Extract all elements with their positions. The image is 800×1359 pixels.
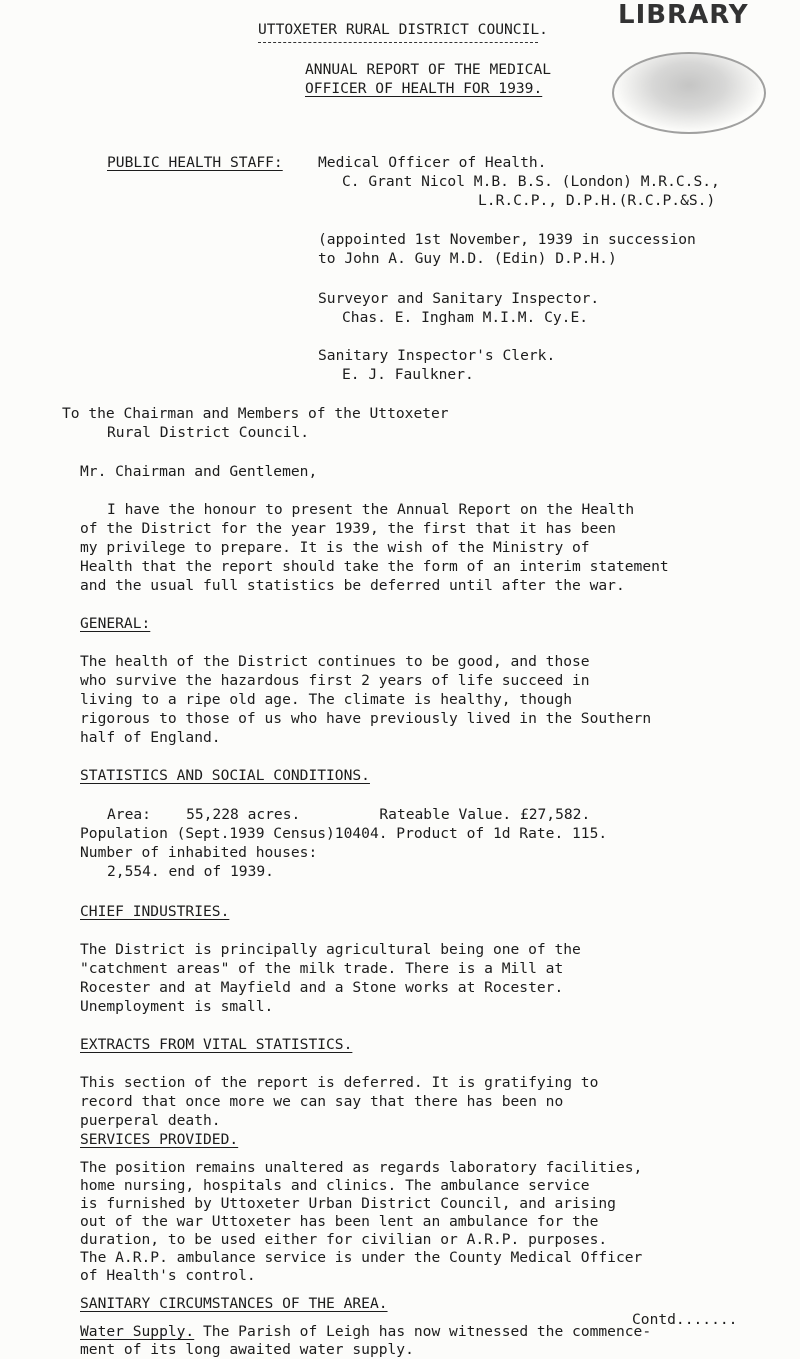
- general-heading: GENERAL:: [80, 615, 151, 632]
- industries-line: Rocester and at Mayfield and a Stone works at Rocester.: [80, 979, 564, 996]
- intro-line: my privilege to prepare. It is the wish of the Ministry of: [80, 539, 590, 556]
- report-title-line1: ANNUAL REPORT OF THE MEDICAL: [305, 61, 552, 78]
- surveyor-title: Surveyor and Sanitary Inspector.: [318, 290, 600, 307]
- services-line: duration, to be used either for civilian or A.R.P. purposes.: [80, 1231, 608, 1248]
- water-supply-text: The Parish of Leigh has now witnessed the commence-: [194, 1323, 652, 1340]
- services-heading: SERVICES PROVIDED.: [80, 1131, 239, 1148]
- statistics-line: Number of inhabited houses:: [80, 844, 318, 861]
- general-line: The health of the District continues to be good, and those: [80, 653, 590, 670]
- library-stamp: [612, 52, 766, 134]
- services-line: The A.R.P. ambulance service is under the County Medical Officer: [80, 1249, 643, 1266]
- address-line2: Rural District Council.: [107, 424, 310, 441]
- report-title-line2: OFFICER OF HEALTH FOR 1939.: [305, 80, 543, 97]
- council-title: UTTOXETER RURAL DISTRICT COUNCIL.: [258, 21, 548, 38]
- header-dashed-rule: [258, 42, 538, 43]
- address-line1: To the Chairman and Members of the Uttoxeter: [62, 405, 449, 422]
- intro-line: I have the honour to present the Annual Report on the Health: [107, 501, 635, 518]
- statistics-line: Population (Sept.1939 Census)10404. Product of 1d Rate. 115.: [80, 825, 608, 842]
- industries-line: The District is principally agricultural being one of the: [80, 941, 581, 958]
- industries-heading: CHIEF INDUSTRIES.: [80, 903, 230, 920]
- services-line: out of the war Uttoxeter has been lent an ambulance for the: [80, 1213, 599, 1230]
- general-line: half of England.: [80, 729, 221, 746]
- salutation: Mr. Chairman and Gentlemen,: [80, 463, 318, 480]
- sanitary-heading: SANITARY CIRCUMSTANCES OF THE AREA.: [80, 1295, 388, 1312]
- moh-qualifications: L.R.C.P., D.P.H.(R.C.P.&S.): [478, 192, 716, 209]
- clerk-title: Sanitary Inspector's Clerk.: [318, 347, 556, 364]
- surveyor-name: Chas. E. Ingham M.I.M. Cy.E.: [342, 309, 589, 326]
- industries-line: Unemployment is small.: [80, 998, 274, 1015]
- services-line: is furnished by Uttoxeter Urban District Council, and arising: [80, 1195, 616, 1212]
- vital-line: record that once more we can say that there has been no: [80, 1093, 564, 1110]
- vital-heading: EXTRACTS FROM VITAL STATISTICS.: [80, 1036, 353, 1053]
- moh-name: C. Grant Nicol M.B. B.S. (London) M.R.C.S.,: [342, 173, 720, 190]
- general-line: who survive the hazardous first 2 years of life succeed in: [80, 672, 590, 689]
- general-line: living to a ripe old age. The climate is healthy, though: [80, 691, 573, 708]
- services-line: of Health's control.: [80, 1267, 256, 1284]
- water-supply-label: Water Supply.: [80, 1323, 195, 1340]
- clerk-name: E. J. Faulkner.: [342, 366, 474, 383]
- moh-title: Medical Officer of Health.: [318, 154, 547, 171]
- services-line: home nursing, hospitals and clinics. The ambulance service: [80, 1177, 590, 1194]
- appointment-line2: to John A. Guy M.D. (Edin) D.P.H.): [318, 250, 617, 267]
- services-line: The position remains unaltered as regards laboratory facilities,: [80, 1159, 643, 1176]
- intro-line: of the District for the year 1939, the first that it has been: [80, 520, 616, 537]
- intro-line: Health that the report should take the form of an interim statement: [80, 558, 669, 575]
- statistics-heading: STATISTICS AND SOCIAL CONDITIONS.: [80, 767, 370, 784]
- intro-line: and the usual full statistics be deferred until after the war.: [80, 577, 625, 594]
- vital-line: puerperal death.: [80, 1112, 221, 1129]
- vital-line: This section of the report is deferred. It is gratifying to: [80, 1074, 599, 1091]
- water-supply-line2: ment of its long awaited water supply.: [80, 1341, 414, 1358]
- continued-marker: Contd.......: [632, 1311, 738, 1328]
- statistics-line: 2,554. end of 1939.: [107, 863, 274, 880]
- appointment-line1: (appointed 1st November, 1939 in succession: [318, 231, 696, 248]
- statistics-line: Area: 55,228 acres. Rateable Value. £27,582.: [107, 806, 591, 823]
- industries-line: "catchment areas" of the milk trade. There is a Mill at: [80, 960, 564, 977]
- general-line: rigorous to those of us who have previously lived in the Southern: [80, 710, 652, 727]
- staff-heading: PUBLIC HEALTH STAFF:: [107, 154, 283, 171]
- library-stamp-label: LIBRARY: [618, 0, 749, 30]
